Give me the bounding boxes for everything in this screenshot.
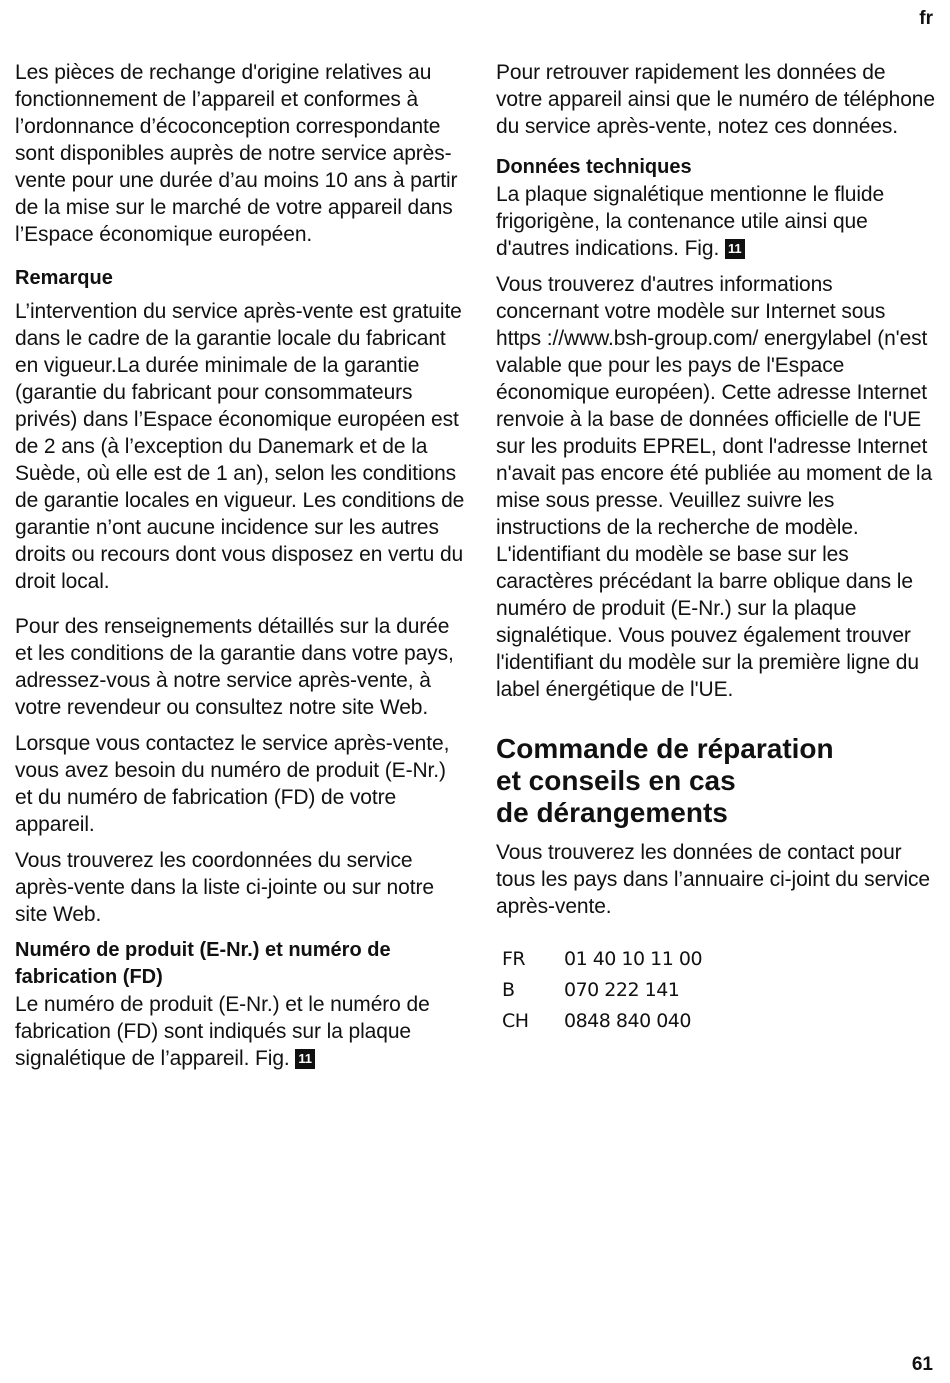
phone-number: 0848 840 040 xyxy=(564,1010,691,1032)
contact-row xyxy=(496,975,936,1006)
technical-data-heading: Données techniques xyxy=(496,156,692,178)
section-title xyxy=(496,733,936,829)
country-code: CH xyxy=(502,1010,529,1032)
remarque-heading: Remarque xyxy=(15,267,113,289)
spare-parts-paragraph: Les pièces de rechange d'origine relatives au fonctionnement de l’appareil et conformes à l’ordonnance d’écoconception correspondante sont disponibles auprès de notre service après-vente pour une durée d’au moins 10 ans à partir de la mise sur le marché de votre appareil dans l’Espace économique européen. xyxy=(15,61,458,246)
product-number-paragraph xyxy=(15,991,465,1072)
warranty-details-paragraph: Pour des renseignements détaillés sur la durée et les conditions de la garantie dans votre pays, adressez-vous à notre service après-vente, à votre revendeur ou consultez notre site Web. xyxy=(15,615,454,719)
phone-number: 070 222 141 xyxy=(564,979,680,1001)
section-title-line-2: et conseils en cas xyxy=(496,765,736,796)
rating-plate-text: La plaque signalétique mentionne le fluide frigorigène, la contenance utile ainsi que d'autres indications. Fig. xyxy=(496,183,885,260)
left-column xyxy=(15,59,465,1081)
right-column xyxy=(496,59,936,1037)
eprel-paragraph: Vous trouverez d'autres informations concernant votre modèle sur Internet sous https ://www.bsh-group.com/ energylabel (n'est valable que pour les pays de l'Espace économique européen). Cette adresse Internet renvoie à la base de données officielle de l'UE sur les produits EPREL, dont l'adresse Internet n'avait pas encore été publiée au moment de la mise sous presse. Veuillez suivre les instructions de la recherche de modèle. L'identifiant du modèle se base sur les caractères précédant la barre oblique dans le numéro de produit (E-Nr.) sur la plaque signalétique. Vous pouvez également trouver l'identifiant du modèle sur la première ligne du label énergétique de l'UE. xyxy=(496,273,933,701)
country-code: FR xyxy=(502,948,526,970)
contact-data-paragraph: Vous trouverez les données de contact pour tous les pays dans l’annuaire ci-joint du service après-vente. xyxy=(496,841,930,918)
figure-reference-badge: 11 xyxy=(725,239,745,259)
section-title-line-1: Commande de réparation xyxy=(496,733,834,764)
note-data-paragraph: Pour retrouver rapidement les données de votre appareil ainsi que le numéro de téléphone du service après-vente, notez ces données. xyxy=(496,61,935,138)
figure-reference-badge: 11 xyxy=(295,1049,315,1069)
country-code: B xyxy=(502,979,515,1001)
warranty-paragraph: L’intervention du service après-vente est gratuite dans le cadre de la garantie locale du fabricant en vigueur.La durée minimale de la garantie (garantie du fabricant pour consommateurs privés) dans l’Espace économique européen est de 2 ans (à l’exception du Danemark et de la Suède, où elle est de 1 an), selon les conditions de garantie locales en vigueur. Les conditions de garantie n’ont aucune incidence sur les autres droits ou recours dont vous disposez en vertu du droit local. xyxy=(15,300,465,593)
section-title-line-3: de dérangements xyxy=(496,797,728,828)
contact-row xyxy=(496,1006,936,1037)
contact-table xyxy=(496,944,936,1037)
product-number-heading: Numéro de produit (E-Nr.) et numéro de fabrication (FD) xyxy=(15,939,391,988)
language-label: fr xyxy=(919,8,933,29)
contact-row xyxy=(496,944,936,975)
service-list-paragraph: Vous trouverez les coordonnées du service après-vente dans la liste ci-jointe ou sur notre site Web. xyxy=(15,849,434,926)
product-number-text: Le numéro de produit (E-Nr.) et le numéro de fabrication (FD) sont indiqués sur la plaque signalétique de l’appareil. Fig. xyxy=(15,993,430,1070)
phone-number: 01 40 10 11 00 xyxy=(564,948,703,970)
rating-plate-paragraph xyxy=(496,181,936,262)
page-number: 61 xyxy=(911,1354,933,1375)
contact-service-paragraph: Lorsque vous contactez le service après-vente, vous avez besoin du numéro de produit (E-Nr.) et du numéro de fabrication (FD) de votre appareil. xyxy=(15,732,450,836)
